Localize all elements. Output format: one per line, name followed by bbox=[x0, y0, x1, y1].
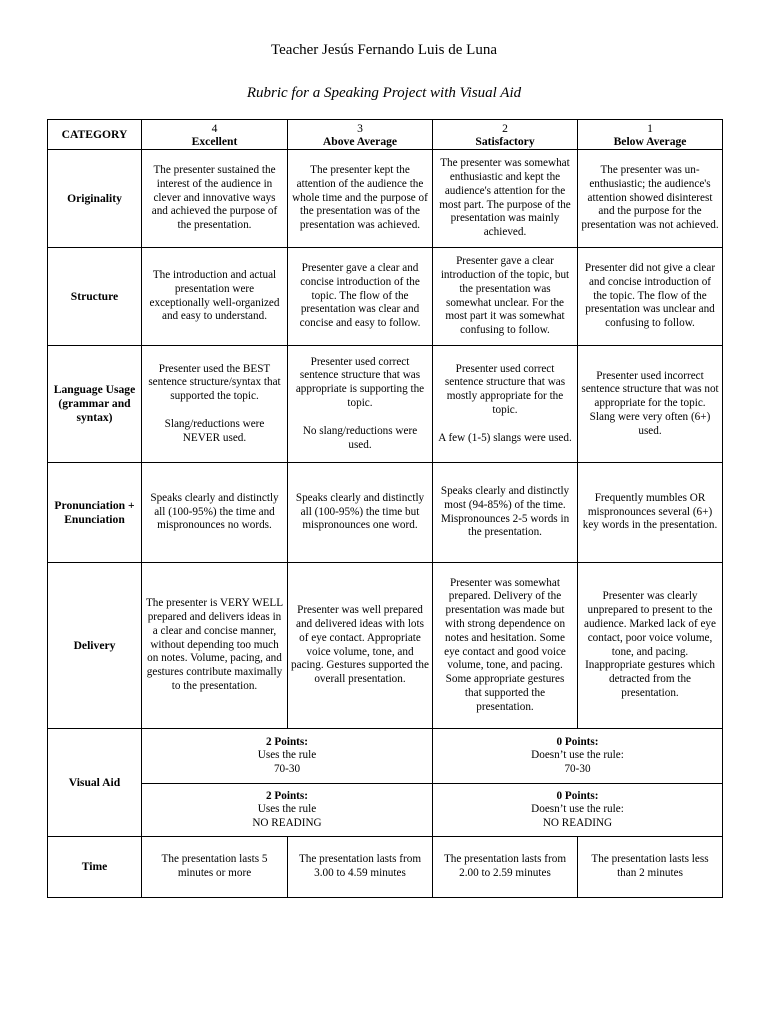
slang-note: Slang/reductions were NEVER used. bbox=[164, 417, 265, 444]
rubric-title: Rubric for a Speaking Project with Visual Aid bbox=[246, 85, 522, 101]
row-visual-aid-rule-2 bbox=[48, 784, 723, 837]
category-originality: Originality bbox=[48, 150, 142, 248]
cell-originality-4: The presenter sustained the interest of the audience in clever and innovative ways and achieved the purpose of the presentation. bbox=[142, 150, 288, 248]
cell-originality-3: The presenter kept the attention of the audience the whole time and the purpose of the presentation was of the presentation was achieved. bbox=[288, 150, 433, 248]
rule-description: Uses the rule bbox=[257, 749, 317, 762]
category-visual-aid: Visual Aid bbox=[48, 729, 142, 837]
row-time bbox=[48, 837, 723, 898]
rule-value: 70-30 bbox=[564, 762, 591, 775]
criterion-text: Presenter used correct sentence structure that was mostly appropriate for the topic. bbox=[444, 362, 566, 416]
row-visual-aid-rule-1 bbox=[48, 729, 723, 784]
cell-time-4: The presentation lasts 5 minutes or more bbox=[142, 837, 288, 898]
row-originality bbox=[48, 150, 723, 248]
cell-originality-2: The presenter was somewhat enthusiastic and kept the audience's attention for the most part. The purpose of the presentation was mainly achieved. bbox=[433, 150, 578, 248]
level-score: 3 bbox=[357, 121, 363, 135]
cell-structure-4: The introduction and actual presentation were exceptionally well-organized and easy to understand. bbox=[142, 248, 288, 346]
cell-time-3: The presentation lasts from 3.00 to 4.59 minutes bbox=[288, 837, 433, 898]
category-structure: Structure bbox=[48, 248, 142, 346]
row-delivery bbox=[48, 563, 723, 729]
level-score: 4 bbox=[211, 121, 218, 135]
level-header-satisfactory bbox=[433, 120, 578, 150]
level-label: Below Average bbox=[613, 134, 687, 148]
row-language-usage bbox=[48, 346, 723, 463]
level-score: 1 bbox=[647, 121, 653, 135]
points-label: 2 Points: bbox=[266, 735, 308, 748]
points-label: 2 Points: bbox=[266, 789, 308, 802]
category-time: Time bbox=[48, 837, 142, 898]
cell-time-2: The presentation lasts from 2.00 to 2.59 minutes bbox=[433, 837, 578, 898]
slang-note: No slang/reductions were used. bbox=[302, 424, 418, 451]
level-header-above-average bbox=[288, 120, 433, 150]
cell-structure-3: Presenter gave a clear and concise introduction of the topic. The flow of the presentation was clear and concise and easy to follow. bbox=[288, 248, 433, 346]
cell-structure-2: Presenter gave a clear introduction of the topic, but the presentation was somewhat unclear. For the most part it was somewhat confusing to follow. bbox=[433, 248, 578, 346]
cell-pronunciation-3: Speaks clearly and distinctly all (100-95%) the time but mispronounces one word. bbox=[288, 463, 433, 563]
cell-language-3 bbox=[288, 346, 433, 463]
cell-language-1 bbox=[578, 346, 723, 463]
category-language-usage: Language Usage (grammar and syntax) bbox=[48, 346, 142, 463]
cell-language-2 bbox=[433, 346, 578, 463]
category-pronunciation: Pronunciation + Enunciation bbox=[48, 463, 142, 563]
slang-note: Slang were very often (6+) used. bbox=[589, 410, 711, 437]
cell-originality-1: The presenter was un-enthusiastic; the audience's attention showed disinterest and the purpose for the presentation was not achieved. bbox=[578, 150, 723, 248]
row-structure bbox=[48, 248, 723, 346]
cell-time-1: The presentation lasts less than 2 minutes bbox=[578, 837, 723, 898]
cell-pronunciation-4: Speaks clearly and distinctly all (100-95%) the time and mispronounces no words. bbox=[142, 463, 288, 563]
cell-delivery-3: Presenter was well prepared and delivered ideas with lots of eye contact. Appropriate voice volume, tone, and pacing. Gestures supported the overall presentation. bbox=[288, 563, 433, 729]
level-label: Satisfactory bbox=[475, 134, 535, 148]
level-header-excellent bbox=[142, 120, 288, 150]
visual-aid-no-reading-awarded bbox=[142, 784, 433, 837]
rule-description: Uses the rule bbox=[257, 803, 317, 816]
visual-aid-70-30-none bbox=[433, 729, 723, 784]
visual-aid-70-30-awarded bbox=[142, 729, 433, 784]
slang-note: A few (1-5) slangs were used. bbox=[438, 431, 572, 444]
teacher-name: Teacher Jesús Fernando Luis de Luna bbox=[271, 42, 497, 58]
level-score: 2 bbox=[502, 121, 508, 135]
level-label: Excellent bbox=[191, 134, 238, 148]
header-row bbox=[48, 120, 723, 150]
cell-pronunciation-1: Frequently mumbles OR mispronounces several (6+) key words in the presentation. bbox=[578, 463, 723, 563]
cell-delivery-1: Presenter was clearly unprepared to present to the audience. Marked lack of eye contact, poor voice volume, tone, and pacing. Inappropriate gestures which detracted from the presentation. bbox=[578, 563, 723, 729]
rubric-table bbox=[47, 119, 723, 898]
rule-value: NO READING bbox=[542, 816, 613, 829]
visual-aid-no-reading-none bbox=[433, 784, 723, 837]
category-header: CATEGORY bbox=[48, 120, 142, 150]
category-delivery: Delivery bbox=[48, 563, 142, 729]
row-pronunciation bbox=[48, 463, 723, 563]
rule-value: 70-30 bbox=[273, 762, 301, 775]
points-label: 0 Points: bbox=[556, 735, 599, 748]
rule-value: NO READING bbox=[252, 816, 322, 829]
criterion-text: Presenter used incorrect sentence structure that was not appropriate for the topic. bbox=[581, 369, 719, 410]
cell-structure-1: Presenter did not give a clear and concise introduction of the topic. The flow of the presentation was unclear and confusing to follow. bbox=[578, 248, 723, 346]
cell-delivery-4: The presenter is VERY WELL prepared and delivers ideas in a clear and concise manner, without depending too much on notes. Volume, pacing, and gestures contribute maximally to the presentation. bbox=[142, 563, 288, 729]
rule-description: Doesn’t use the rule: bbox=[531, 803, 624, 816]
points-label: 0 Points: bbox=[556, 789, 599, 802]
level-header-below-average bbox=[578, 120, 723, 150]
cell-delivery-2: Presenter was somewhat prepared. Delivery of the presentation was made but with strong dependence on notes and hesitation. Some eye contact and good voice volume, tone, and pacing. Some appropriate gestures that supported the presentation. bbox=[433, 563, 578, 729]
rule-description: Doesn’t use the rule: bbox=[531, 749, 624, 762]
criterion-text: Presenter used correct sentence structure that was appropriate is supporting the topic. bbox=[295, 355, 425, 409]
cell-language-4 bbox=[142, 346, 288, 463]
criterion-text: Presenter used the BEST sentence structure/syntax that supported the topic. bbox=[148, 362, 281, 403]
cell-pronunciation-2: Speaks clearly and distinctly most (94-85%) of the time. Mispronounces 2-5 words in the presentation. bbox=[433, 463, 578, 563]
level-label: Above Average bbox=[322, 134, 398, 148]
